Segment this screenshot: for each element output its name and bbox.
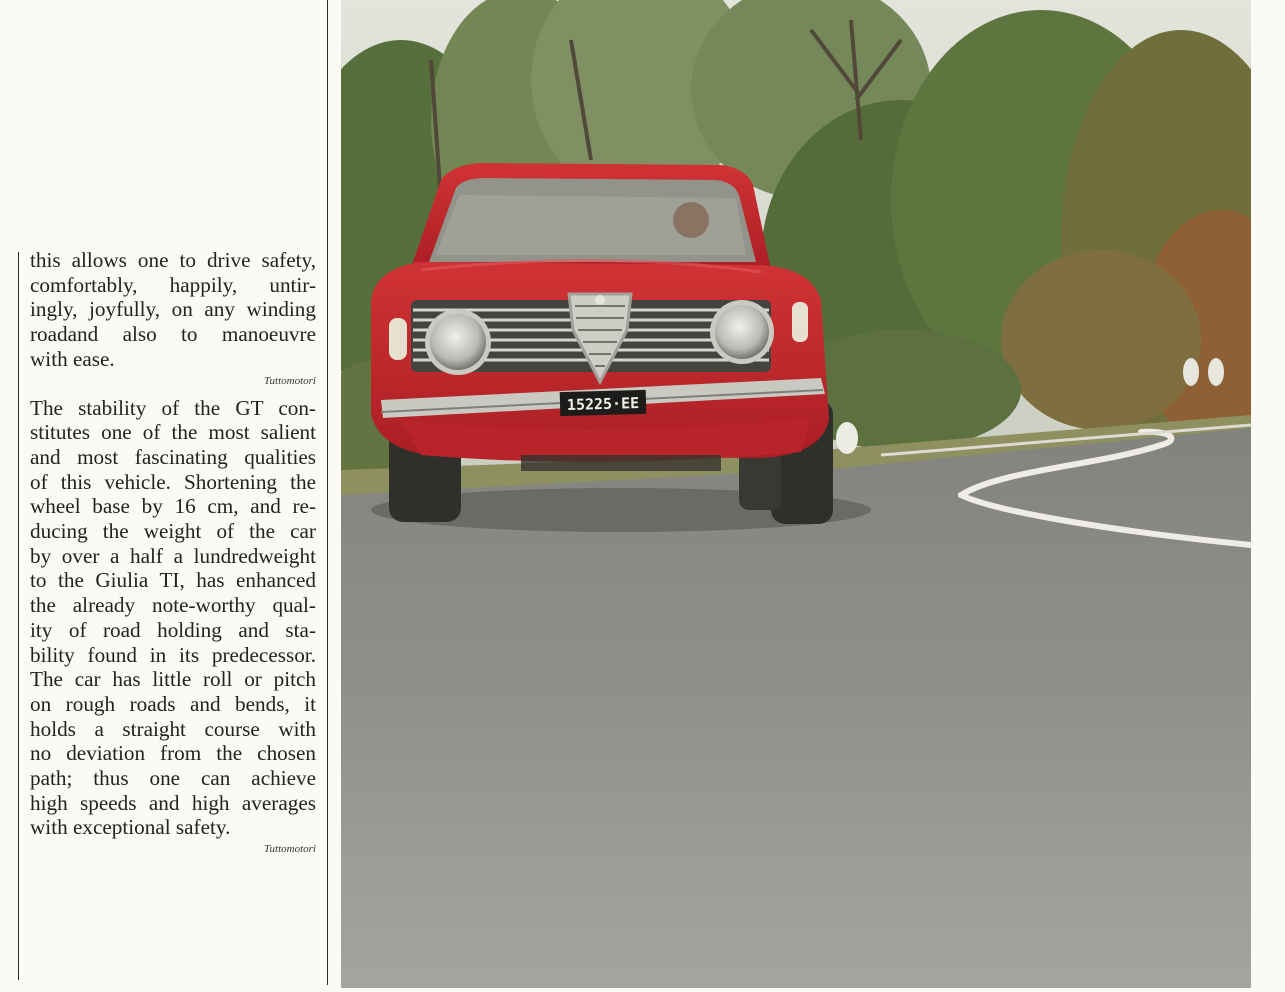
text-line: with exceptional safety. <box>30 815 231 840</box>
text-line: comfortably, happily, untir- <box>30 272 316 297</box>
paragraph-2 <box>30 396 316 841</box>
column-divider-rule <box>327 0 328 985</box>
text-line: this allows one to drive safety, <box>30 248 316 272</box>
paragraph-1 <box>30 248 316 372</box>
text-line: roadand also to manoeuvre <box>30 322 316 347</box>
text-line: high speeds and high averages <box>30 790 316 815</box>
source-credit-2: Tuttomotori <box>264 843 316 856</box>
text-line: ingly, joyfully, on any winding <box>30 297 316 322</box>
article-text-column <box>30 248 316 864</box>
text-line: on rough roads and bends, it <box>30 691 316 716</box>
license-plate-text: 15225·EE <box>566 394 640 414</box>
car-photo <box>341 0 1251 988</box>
text-line: The stability of the GT con- <box>30 395 316 420</box>
text-line: the already note-worthy qual- <box>30 593 316 618</box>
text-line: ity of road holding and sta- <box>30 617 316 642</box>
text-line: wheel base by 16 cm, and re- <box>30 494 316 519</box>
text-line: bility found in its predecessor. <box>30 642 316 667</box>
text-line: holds a straight course with <box>30 716 316 741</box>
text-line: ducing the weight of the car <box>30 519 316 544</box>
text-line: of this vehicle. Shortening the <box>30 469 316 494</box>
text-line: stitutes one of the most salient <box>30 420 316 445</box>
text-line: path; thus one can achieve <box>30 766 316 791</box>
text-column-left-rule <box>18 252 19 980</box>
text-line: The car has little roll or pitch <box>30 667 316 692</box>
text-line: by over a half a lundredweight <box>30 543 316 568</box>
text-line: no deviation from the chosen <box>30 741 316 766</box>
text-line: and most fascinating qualities <box>30 444 316 469</box>
text-line: with ease. <box>30 346 115 371</box>
source-credit-1: Tuttomotori <box>264 374 316 387</box>
text-line: to the Giulia TI, has enhanced <box>30 568 316 593</box>
car-photo-illustration <box>341 0 1251 988</box>
